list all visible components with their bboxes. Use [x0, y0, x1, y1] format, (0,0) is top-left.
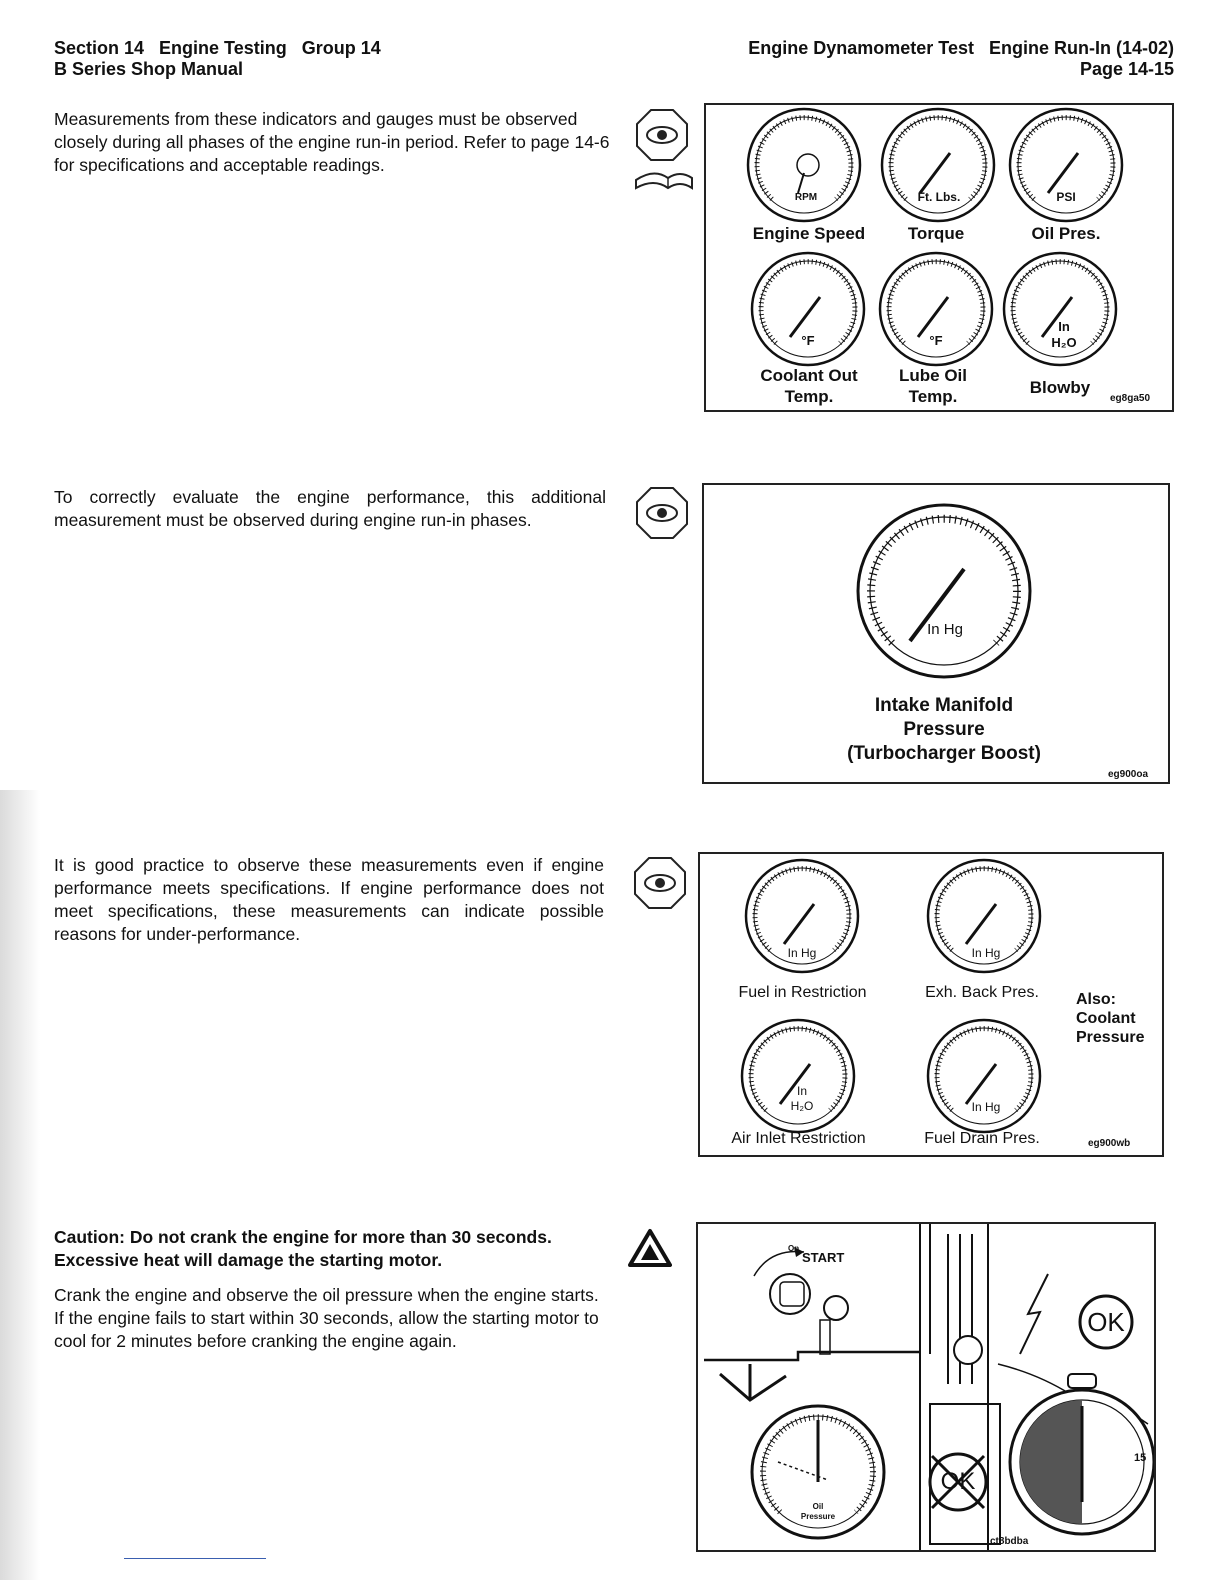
- intake-label-line1: Intake Manifold: [874, 695, 1014, 716]
- air-inlet-unit: [782, 1084, 822, 1114]
- lube-oil-temp-gauge: [880, 253, 992, 365]
- coolant-out-line1: Coolant Out: [760, 366, 858, 385]
- header-page: Page 14-15: [1079, 59, 1174, 79]
- torque-unit: Ft. Lbs.: [917, 190, 961, 204]
- figure-cranking: [696, 1222, 1156, 1552]
- lube-oil-line1: Lube Oil: [899, 366, 967, 385]
- stopwatch-icon: [1010, 1374, 1154, 1534]
- oil-pres-label: Oil Pres.: [1031, 224, 1101, 243]
- header-section: Section 14 Engine Testing Group 14: [54, 38, 381, 58]
- exh-unit: In Hg: [971, 946, 1001, 960]
- header-right: [640, 38, 1174, 80]
- observe-icon-3: [632, 856, 688, 912]
- psi-unit: PSI: [1056, 190, 1076, 204]
- air-inlet-unit-line2: H₂O: [790, 1099, 814, 1113]
- caution-triangle-icon: [628, 1228, 672, 1268]
- oil-dial-line1: Oil: [812, 1502, 824, 1511]
- figure-gauges-3: [698, 852, 1164, 1157]
- coolant-out-line2: Temp.: [784, 387, 834, 406]
- figure-code-1: eg8ga50: [1110, 393, 1151, 404]
- caution-text: Caution: Do not crank the engine for more than 30 seconds. Excessive heat will damage the starting motor.: [54, 1227, 552, 1270]
- header-manual: B Series Shop Manual: [54, 59, 244, 79]
- coolant-out-label: [744, 365, 874, 407]
- intake-label: [784, 694, 1104, 766]
- fuel-drain-unit: In Hg: [971, 1100, 1001, 1114]
- also-line3: Pressure: [1076, 1029, 1145, 1046]
- oil-pressure-dial-label: [798, 1502, 838, 1522]
- ok-label: OK: [1087, 1307, 1125, 1337]
- footer-rule: [124, 1558, 266, 1559]
- scan-shadow: [0, 790, 40, 1580]
- blowby-label: Blowby: [1029, 378, 1091, 397]
- section-3-text: It is good practice to observe these measurements even if engine performance meets specifications. If engine performance does not meet specifications, these measurements can indicate possible reasons for under-performance.: [54, 855, 604, 944]
- blowby-unit-line1: In: [1058, 319, 1070, 334]
- start-label: START: [802, 1250, 845, 1265]
- fuel-drain-gauge: [928, 1020, 1040, 1132]
- oil-dial-line2: Pressure: [800, 1512, 836, 1521]
- section-2-text: To correctly evaluate the engine performance, this additional measurement must be observed during engine run-in phases.: [54, 487, 606, 530]
- figure-intake-manifold: [702, 483, 1170, 784]
- also-line2: Coolant: [1076, 1010, 1136, 1027]
- torque-label: Torque: [907, 224, 965, 243]
- lube-unit: °F: [929, 333, 943, 348]
- intake-label-line2: Pressure: [903, 719, 985, 740]
- figure-gauges-1: [704, 103, 1174, 412]
- lube-oil-label: [878, 365, 988, 407]
- engine-speed-label: Engine Speed: [752, 224, 866, 243]
- on-label: On: [788, 1244, 800, 1253]
- intake-gauge-svg: [704, 485, 1168, 685]
- section-1-text: Measurements from these indicators and gauges must be observed closely during all phases of the engine run-in period. Refer to page 14-6 for specifications and acceptable readings.: [54, 109, 610, 175]
- observe-icon: [637, 110, 687, 160]
- rpm-unit: RPM: [794, 192, 818, 203]
- air-inlet-gauge: [742, 1020, 854, 1132]
- pointer-arrow: [704, 1352, 920, 1400]
- fuel-restriction-unit: In Hg: [787, 946, 817, 960]
- exh-back-pres-label: Exh. Back Pres.: [925, 984, 1039, 1001]
- intake-manifold-gauge: [858, 505, 1030, 677]
- section-1-icons: [634, 108, 694, 198]
- intake-label-line3: (Turbocharger Boost): [847, 743, 1041, 764]
- also-line1: Also:: [1076, 991, 1116, 1008]
- coolant-unit: °F: [801, 333, 815, 348]
- blowby-unit-line2: H₂O: [1051, 335, 1077, 350]
- cranking-svg: [698, 1224, 1154, 1550]
- blowby-unit: [1044, 319, 1084, 351]
- header-topic: Engine Dynamometer Test Engine Run-In (14-02): [748, 38, 1174, 58]
- torque-gauge: [882, 109, 994, 221]
- fuel-restriction-label: Fuel in Restriction: [738, 984, 867, 1001]
- reference-book-icon: [636, 173, 692, 188]
- engine-speed-gauge: [748, 109, 860, 221]
- observe-icon-2: [634, 486, 690, 542]
- intake-unit: In Hg: [927, 621, 963, 638]
- timer-label: 15: [1134, 1452, 1147, 1464]
- section-4-text: Crank the engine and observe the oil pressure when the engine starts. If the engine fails to start within 30 seconds, allow the starting motor to cool for 2 minutes before cranking the engine again.: [54, 1285, 599, 1351]
- fuel-drain-label: Fuel Drain Pres.: [924, 1130, 1040, 1147]
- air-inlet-label: Air Inlet Restriction: [731, 1130, 866, 1147]
- not-ok-label: OK: [940, 1468, 976, 1495]
- oil-pressure-gauge: [1010, 109, 1122, 221]
- figure-code-2: eg900oa: [1108, 769, 1149, 780]
- header-left: [54, 38, 381, 80]
- figure-code-4: ct8bdba: [990, 1536, 1029, 1547]
- air-inlet-unit-line1: In: [796, 1084, 807, 1098]
- figure-code-3: eg900wb: [1088, 1138, 1131, 1149]
- lube-oil-line2: Temp.: [908, 387, 958, 406]
- also-coolant-note: [1076, 990, 1145, 1047]
- coolant-temp-gauge: [752, 253, 864, 365]
